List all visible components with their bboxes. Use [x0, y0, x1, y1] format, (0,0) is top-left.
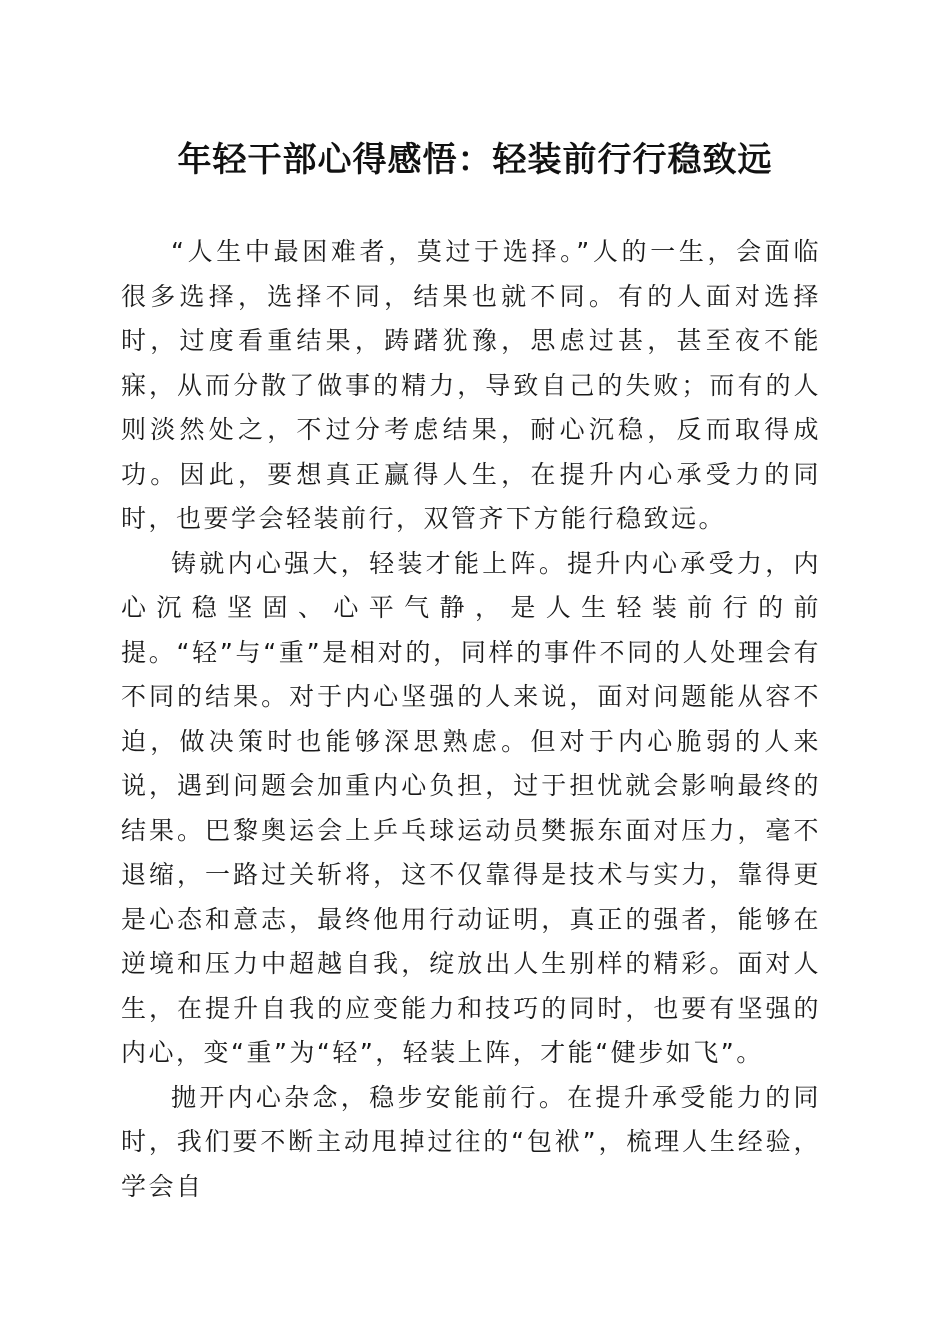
paragraph-2: 铸就内心强大，轻装才能上阵。提升内心承受力，内心沉稳坚固、心平气静，是人生轻装前行的前提。“轻”与“重”是相对的，同样的事件不同的人处理会有不同的结果。对于内心坚强的人来说，面对问题能从容不迫，做决策时也能够深思熟虑。但对于内心脆弱的人来说，遇到问题会加重内心负担，过于担忧就会影响最终的结果。巴黎奥运会上乒乓球运动员樊振东面对压力，毫不退缩，一路过关斩将，这不仅靠得是技术与实力，靠得更是心态和意志，最终他用行动证明，真正的强者，能够在逆境和压力中超越自我，绽放出人生别样的精彩。面对人生，在提升自我的应变能力和技巧的同时，也要有坚强的内心，变“重”为“轻”，轻装上阵，才能“健步如飞”。	[121, 548, 821, 1067]
paragraph-3: 抛开内心杂念，稳步安能前行。在提升承受能力的同时，我们要不断主动甩掉过往的“包袱”，梳理人生经验，学会自	[121, 1082, 821, 1201]
document-body	[121, 230, 821, 1209]
document-title: 年轻干部心得感悟：轻装前行行稳致远	[177, 140, 773, 180]
paragraph-1: “人生中最困难者，莫过于选择。”人的一生，会面临很多选择，选择不同，结果也就不同。有的人面对选择时，过度看重结果，踌躇犹豫，思虑过甚，甚至夜不能寐，从而分散了做事的精力，导致自己的失败；而有的人则淡然处之，不过分考虑结果，耐心沉稳，反而取得成功。因此，要想真正赢得人生，在提升内心承受力的同时，也要学会轻装前行，双管齐下方能行稳致远。	[121, 237, 821, 533]
